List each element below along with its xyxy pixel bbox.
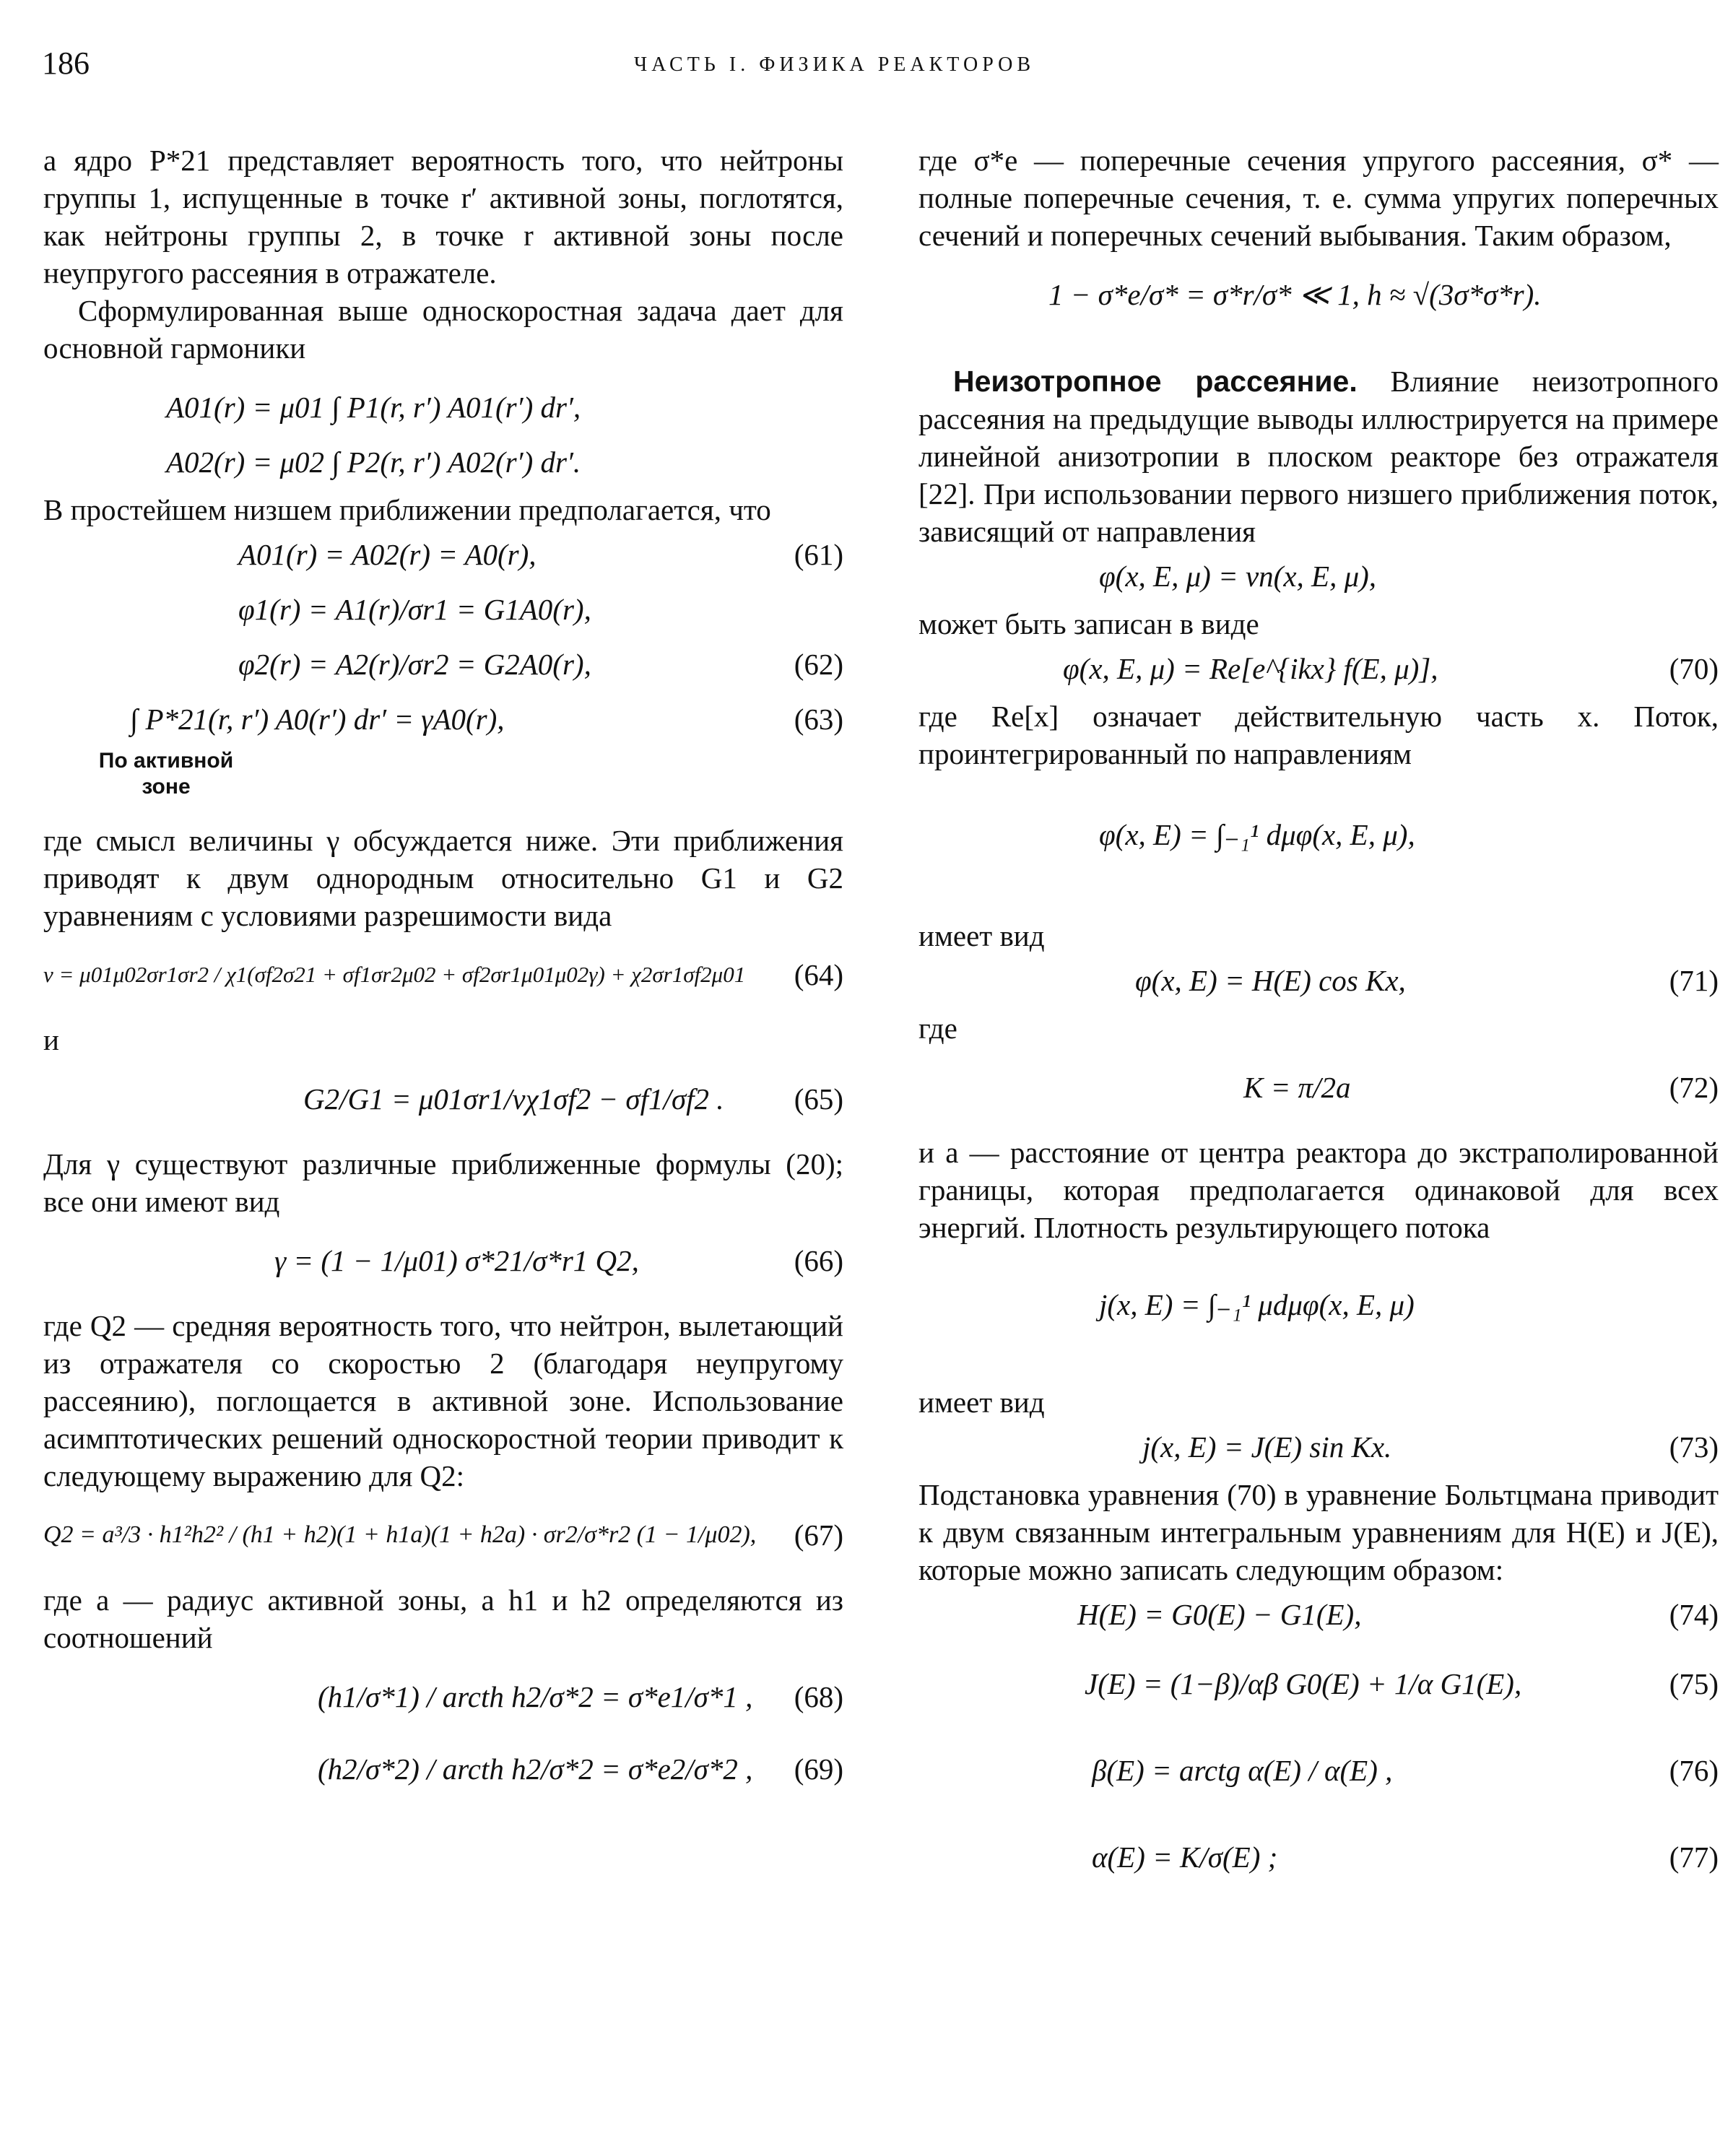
- paragraph: где: [918, 1012, 957, 1045]
- equation: Q2 = a³/3 · h1²h2² / (h1 + h2)(1 + h1a)(1 + h2a) · σr2/σ*r2 (1 − 1/μ02),: [43, 1521, 757, 1548]
- running-title: ЧАСТЬ I. ФИЗИКА РЕАКТОРОВ: [634, 53, 1035, 76]
- equation-number: (73): [1669, 1430, 1719, 1464]
- equation-number: (67): [794, 1518, 843, 1552]
- equation: γ = (1 − 1/μ01) σ*21/σ*r1 Q2,: [274, 1244, 639, 1277]
- paragraph: Для γ существуют различные приближенные формулы (20); все они имеют вид: [43, 1147, 843, 1218]
- equation: φ1(r) = A1(r)/σr1 = G1A0(r),: [238, 593, 591, 626]
- equation: H(E) = G0(E) − G1(E),: [1077, 1598, 1362, 1631]
- equation: φ2(r) = A2(r)/σr2 = G2A0(r),: [238, 648, 591, 681]
- equation: φ(x, E) = ∫₋₁¹ dμφ(x, E, μ),: [1099, 818, 1415, 851]
- equation: ν = μ01μ02σr1σr2 / χ1(σf2σ21 + σf1σr2μ02 + σf2σr1μ01μ02γ) + χ2σr1σf2μ01: [43, 962, 746, 987]
- page-header: [42, 45, 1703, 88]
- equation-number: (75): [1669, 1667, 1719, 1700]
- paragraph: где Re[x] означает действительную часть x. Поток, проинтегрированный по направлениям: [918, 700, 1719, 770]
- equation: φ(x, E) = H(E) cos Kx,: [1135, 964, 1406, 997]
- left-column: [43, 142, 843, 1798]
- equation: φ(x, E, μ) = Re[e^{ikx} f(E, μ)],: [1063, 652, 1438, 685]
- equation: ∫ P*21(r, r′) A0(r′) dr′ = γA0(r),: [130, 703, 505, 736]
- equation: (h2/σ*2) / arcth h2/σ*2 = σ*e2/σ*2 ,: [318, 1752, 753, 1786]
- right-column: [918, 142, 1719, 1903]
- equation: A01(r) = μ01 ∫ P1(r, r′) A01(r′) dr′,: [166, 391, 581, 424]
- paragraph: имеет вид: [918, 1386, 1045, 1419]
- paragraph: Влияние неизотропного рассеяния на предыдущие выводы иллюстрируется на примере линейной анизотропии в плоском реакторе без отражателя [22]. При использовании первого низшего приближения поток, зависящий от направления: [918, 365, 1719, 548]
- paragraph: В простейшем низшем приближении предполагается, что: [43, 493, 771, 526]
- equation-number: (65): [794, 1082, 843, 1116]
- equation: G2/G1 = μ01σr1/νχ1σf2 − σf1/σf2 .: [303, 1082, 724, 1116]
- equation: A01(r) = A02(r) = A0(r),: [238, 538, 537, 571]
- paragraph: и a — расстояние от центра реактора до экстраполированной границы, которая предполагается одинаковой для всех энергий. Плотность результирующего потока: [918, 1136, 1719, 1244]
- paragraph: может быть записан в виде: [918, 607, 1259, 640]
- equation-number: (71): [1669, 964, 1719, 997]
- equation-number: (63): [794, 703, 843, 736]
- paragraph: где a — радиус активной зоны, а h1 и h2 определяются из соотношений: [43, 1583, 843, 1654]
- equation: α(E) = K/σ(E) ;: [1092, 1840, 1278, 1874]
- equation-number: (69): [794, 1752, 843, 1786]
- integral-subscript: По активной зоне: [98, 749, 234, 799]
- equation-number: (70): [1669, 652, 1719, 685]
- paragraph: имеет вид: [918, 919, 1045, 952]
- paragraph: а ядро P*21 представляет вероятность того, что нейтроны группы 1, испущенные в точке r′ активной зоны, поглотятся, как нейтроны группы 2, в точке r активной зоны после неупругого рассеяния в отражателе.: [43, 144, 843, 290]
- equation: j(x, E) = J(E) sin Kx.: [1142, 1430, 1392, 1464]
- equation-number: (64): [794, 958, 843, 991]
- equation: β(E) = arctg α(E) / α(E) ,: [1092, 1754, 1393, 1787]
- paragraph: Подстановка уравнения (70) в уравнение Больтцмана приводит к двум связанным интегральным уравнениям для H(E) и J(E), которые можно записать следующим образом:: [918, 1478, 1719, 1586]
- equation-number: (77): [1669, 1840, 1719, 1874]
- paragraph: и: [43, 1023, 59, 1056]
- equation-number: (74): [1669, 1598, 1719, 1631]
- paragraph: где Q2 — средняя вероятность того, что нейтрон, вылетающий из отражателя со скоростью 2 (благодаря неупругому рассеянию), поглощается в активной зоне. Использование асимптотических решений односкоростной теории приводит к следующему выражению для Q2:: [43, 1309, 843, 1492]
- equation: 1 − σ*e/σ* = σ*r/σ* ≪ 1, h ≈ √(3σ*σ*r).: [1048, 278, 1542, 311]
- equation: j(x, E) = ∫₋₁¹ μdμφ(x, E, μ): [1099, 1288, 1415, 1321]
- equation-number: (72): [1669, 1071, 1719, 1104]
- equation: J(E) = (1−β)/αβ G0(E) + 1/α G1(E),: [1085, 1667, 1522, 1700]
- page-number: 186: [42, 45, 90, 81]
- paragraph: где смысл величины γ обсуждается ниже. Эти приближения приводят к двум однородным относительно G1 и G2 уравнениям с условиями разрешимости вида: [43, 824, 843, 932]
- equation-number: (68): [794, 1680, 843, 1713]
- section-heading: Неизотропное рассеяние.: [953, 365, 1358, 398]
- equation: φ(x, E, μ) = vn(x, E, μ),: [1099, 560, 1377, 593]
- equation: K = π/2a: [1243, 1071, 1351, 1104]
- equation: (h1/σ*1) / arcth h2/σ*2 = σ*e1/σ*1 ,: [318, 1680, 753, 1713]
- equation: A02(r) = μ02 ∫ P2(r, r′) A02(r′) dr′.: [166, 445, 581, 479]
- paragraph: где σ*e — поперечные сечения упругого рассеяния, σ* — полные поперечные сечения, т. е. сумма упругих поперечных сечений и поперечных сечений выбывания. Таким образом,: [918, 144, 1719, 252]
- equation-number: (61): [794, 538, 843, 571]
- paragraph: Сформулированная выше односкоростная задача дает для основной гармоники: [43, 294, 843, 365]
- equation-number: (66): [794, 1244, 843, 1277]
- equation-number: (62): [794, 648, 843, 681]
- equation-number: (76): [1669, 1754, 1719, 1787]
